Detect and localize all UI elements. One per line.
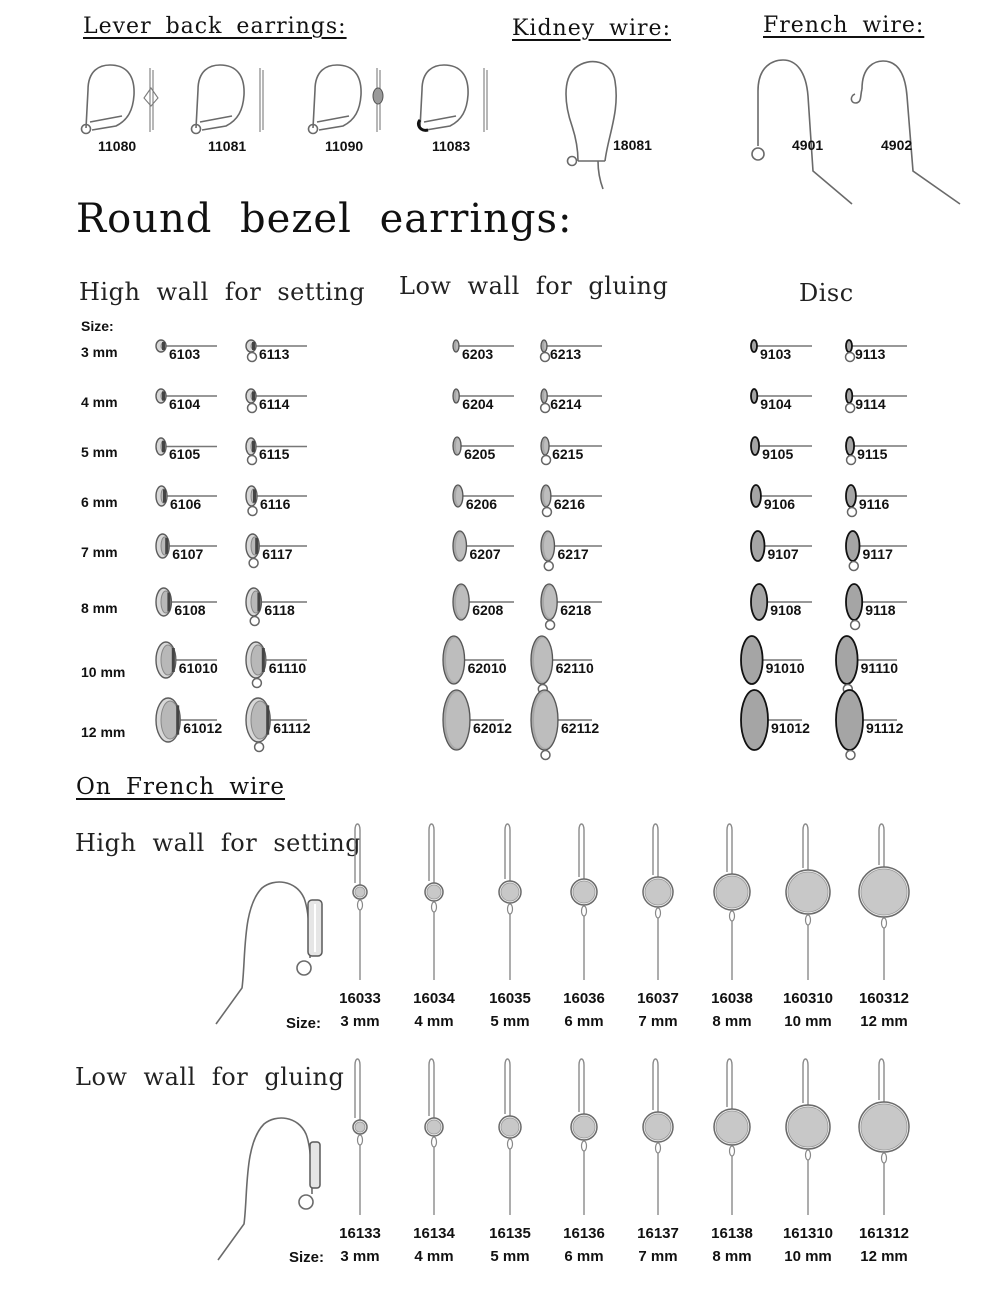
lever-back-item xyxy=(188,60,288,160)
bezel-item xyxy=(530,688,650,778)
fw-product-code: 16138 xyxy=(711,1225,753,1242)
product-code: 9117 xyxy=(862,546,893,562)
lever-back-heading: Lever back earrings: xyxy=(83,14,347,39)
product-code: 6203 xyxy=(462,346,494,362)
fw-size-value: 3 mm xyxy=(340,1013,380,1030)
kidney-wire-icon xyxy=(560,56,620,196)
fw-size-value: 6 mm xyxy=(564,1013,604,1030)
lever-back-hook-icon xyxy=(305,60,395,140)
product-code: 6214 xyxy=(550,396,582,412)
lever-back-hook-icon xyxy=(412,60,502,140)
fw-product-code: 16035 xyxy=(489,990,531,1007)
bezel-item xyxy=(245,696,365,770)
round-bezel-heading: Round bezel earrings: xyxy=(76,196,573,242)
size-label: 7 mm xyxy=(81,544,118,560)
bezel-item xyxy=(845,338,965,380)
lever-back-item xyxy=(78,60,178,160)
size-label: 3 mm xyxy=(81,344,118,360)
product-code: 62110 xyxy=(555,660,594,676)
product-code: 6217 xyxy=(557,546,589,562)
fw-size-value: 8 mm xyxy=(712,1013,752,1030)
fw-product-code: 160312 xyxy=(858,990,910,1007)
size-label: 10 mm xyxy=(81,664,126,680)
fw-size-value: 5 mm xyxy=(490,1013,530,1030)
product-code: 9118 xyxy=(865,602,896,618)
product-code: 6115 xyxy=(259,446,290,462)
lever-back-code: 11090 xyxy=(325,138,364,154)
bezel-item xyxy=(245,436,365,483)
product-code: 61112 xyxy=(273,720,311,736)
high-wall-subheading: High wall for setting xyxy=(79,278,366,306)
product-code: 61110 xyxy=(268,660,307,676)
product-code: 6208 xyxy=(472,602,504,618)
bezel-item xyxy=(845,483,965,535)
product-code: 9104 xyxy=(760,396,792,412)
product-code: 9107 xyxy=(767,546,799,562)
fw-size-value: 5 mm xyxy=(490,1248,530,1265)
product-code: 62012 xyxy=(473,720,512,736)
product-code: 91012 xyxy=(771,720,810,736)
french-wire-drop-icon xyxy=(474,1055,546,1220)
product-code: 6206 xyxy=(465,496,498,512)
lever-back-code: 11081 xyxy=(208,138,247,154)
fw-low-wall-subheading: Low wall for gluing xyxy=(75,1063,345,1091)
fw-product-code: 16037 xyxy=(637,990,679,1007)
product-code: 6215 xyxy=(552,446,584,462)
product-code: 6204 xyxy=(462,396,494,412)
kidney-wire-item xyxy=(560,56,660,196)
fw-product-code: 16036 xyxy=(563,990,605,1007)
french-wire-drop-icon xyxy=(622,820,694,985)
product-code: 6114 xyxy=(259,396,290,412)
french-wire-code-4901: 4901 xyxy=(792,137,824,153)
fw-product-code: 16134 xyxy=(413,1225,455,1242)
product-code: 6104 xyxy=(169,396,201,412)
lever-back-item xyxy=(305,60,405,160)
product-code: 91112 xyxy=(866,720,904,736)
bezel-item xyxy=(845,435,965,483)
fw-size-value: 6 mm xyxy=(564,1248,604,1265)
bezel-item xyxy=(540,529,660,589)
fw-product-code: 16136 xyxy=(563,1225,605,1242)
french-wire-drop-icon xyxy=(324,1055,396,1220)
french-wire-drop-icon xyxy=(548,1055,620,1220)
product-code: 6118 xyxy=(264,602,295,618)
lever-back-code: 11080 xyxy=(98,138,137,154)
product-code: 9105 xyxy=(762,446,794,462)
product-code: 6108 xyxy=(174,602,206,618)
french-wire-hook-icon xyxy=(850,56,970,206)
product-code: 6213 xyxy=(550,346,582,362)
lever-back-code: 11083 xyxy=(432,138,471,154)
high-wall-side-profile-icon xyxy=(212,878,332,1028)
french-wire-drop-icon xyxy=(398,820,470,985)
fw-size-value: 10 mm xyxy=(784,1248,832,1265)
fw-size-value: 4 mm xyxy=(414,1248,454,1265)
french-wire-drop-icon xyxy=(772,1055,844,1220)
size-label: 12 mm xyxy=(81,724,126,740)
french-wire-drop-icon xyxy=(696,1055,768,1220)
fw-size-value: 7 mm xyxy=(638,1013,678,1030)
fw-size-value: 4 mm xyxy=(414,1013,454,1030)
bezel-item xyxy=(540,338,660,380)
fw-product-code: 16135 xyxy=(489,1225,531,1242)
bezel-item xyxy=(540,387,660,431)
fw-product-code: 16033 xyxy=(339,990,381,1007)
french-wire-drop-icon xyxy=(848,820,920,985)
french-wire-hook-icon xyxy=(748,56,858,206)
product-code: 6107 xyxy=(172,546,204,562)
bezel-item xyxy=(245,338,365,380)
bezel-item xyxy=(245,586,365,644)
french-wire-code-4902: 4902 xyxy=(881,137,913,153)
low-wall-subheading: Low wall for gluing xyxy=(399,272,669,300)
fw-size-value: 12 mm xyxy=(860,1248,908,1265)
fw-size-value: 12 mm xyxy=(860,1013,908,1030)
fw-low-size-label: Size: xyxy=(289,1249,325,1266)
size-label: 4 mm xyxy=(81,394,118,410)
product-code: 62010 xyxy=(467,660,507,676)
product-code: 6117 xyxy=(262,546,293,562)
product-code: 6116 xyxy=(260,496,291,512)
product-code: 61010 xyxy=(178,660,218,676)
fw-product-code: 16133 xyxy=(339,1225,381,1242)
product-code: 6205 xyxy=(464,446,496,462)
product-code: 9116 xyxy=(858,496,890,512)
on-french-wire-heading: On French wire xyxy=(76,774,286,800)
product-code: 9108 xyxy=(770,602,802,618)
french-wire-4902-item xyxy=(850,56,970,206)
french-wire-drop-icon xyxy=(848,1055,920,1220)
bezel-item xyxy=(835,688,955,778)
french-wire-drop-icon xyxy=(622,1055,694,1220)
fw-high-size-label: Size: xyxy=(286,1015,322,1032)
fw-product-code: 16034 xyxy=(413,990,455,1007)
bezel-item xyxy=(845,529,965,589)
bezel-item xyxy=(845,387,965,431)
product-code: 6113 xyxy=(259,346,290,362)
product-code: 61012 xyxy=(183,720,223,736)
french-wire-drop-icon xyxy=(696,820,768,985)
fw-product-code: 16038 xyxy=(711,990,753,1007)
product-code: 6106 xyxy=(170,496,202,512)
lever-back-item xyxy=(412,60,512,160)
fw-high-wall-subheading: High wall for setting xyxy=(75,829,362,857)
bezel-item xyxy=(245,532,365,586)
product-code: 91110 xyxy=(860,660,898,676)
product-code: 9113 xyxy=(855,346,886,362)
product-code: 9114 xyxy=(855,396,886,412)
size-label: 6 mm xyxy=(81,494,118,510)
size-label: 8 mm xyxy=(81,600,118,616)
kidney-wire-code: 18081 xyxy=(613,137,652,153)
french-wire-drop-icon xyxy=(772,820,844,985)
fw-size-value: 8 mm xyxy=(712,1248,752,1265)
fw-size-value: 7 mm xyxy=(638,1248,678,1265)
fw-product-code: 160310 xyxy=(782,990,834,1007)
french-wire-heading: French wire: xyxy=(763,13,925,38)
french-wire-drop-icon xyxy=(548,820,620,985)
product-code: 6216 xyxy=(553,496,586,512)
fw-size-value: 3 mm xyxy=(340,1248,380,1265)
product-code: 62112 xyxy=(561,720,600,736)
size-label: 5 mm xyxy=(81,444,118,460)
product-code: 6207 xyxy=(469,546,501,562)
fw-size-value: 10 mm xyxy=(784,1013,832,1030)
fw-product-code: 161312 xyxy=(858,1225,910,1242)
product-code: 9106 xyxy=(763,496,796,512)
low-wall-side-profile-icon xyxy=(214,1114,334,1264)
product-code: 6105 xyxy=(169,446,201,462)
product-code: 6218 xyxy=(560,602,592,618)
bezel-item xyxy=(245,387,365,431)
lever-back-hook-icon xyxy=(78,60,168,140)
fw-product-code: 16137 xyxy=(637,1225,679,1242)
product-code: 9115 xyxy=(857,446,888,462)
lever-back-hook-icon xyxy=(188,60,278,140)
product-code: 6103 xyxy=(169,346,201,362)
french-wire-drop-icon xyxy=(474,820,546,985)
size-header: Size: xyxy=(81,318,114,334)
product-code: 91010 xyxy=(765,660,805,676)
product-code: 9103 xyxy=(760,346,792,362)
kidney-wire-heading: Kidney wire: xyxy=(512,16,671,41)
fw-product-code: 161310 xyxy=(782,1225,834,1242)
french-wire-drop-icon xyxy=(398,1055,470,1220)
bezel-item xyxy=(540,483,660,535)
french-wire-drop-icon xyxy=(324,820,396,985)
bezel-item xyxy=(540,435,660,483)
bezel-item xyxy=(245,484,365,534)
disc-subheading: Disc xyxy=(799,279,854,307)
